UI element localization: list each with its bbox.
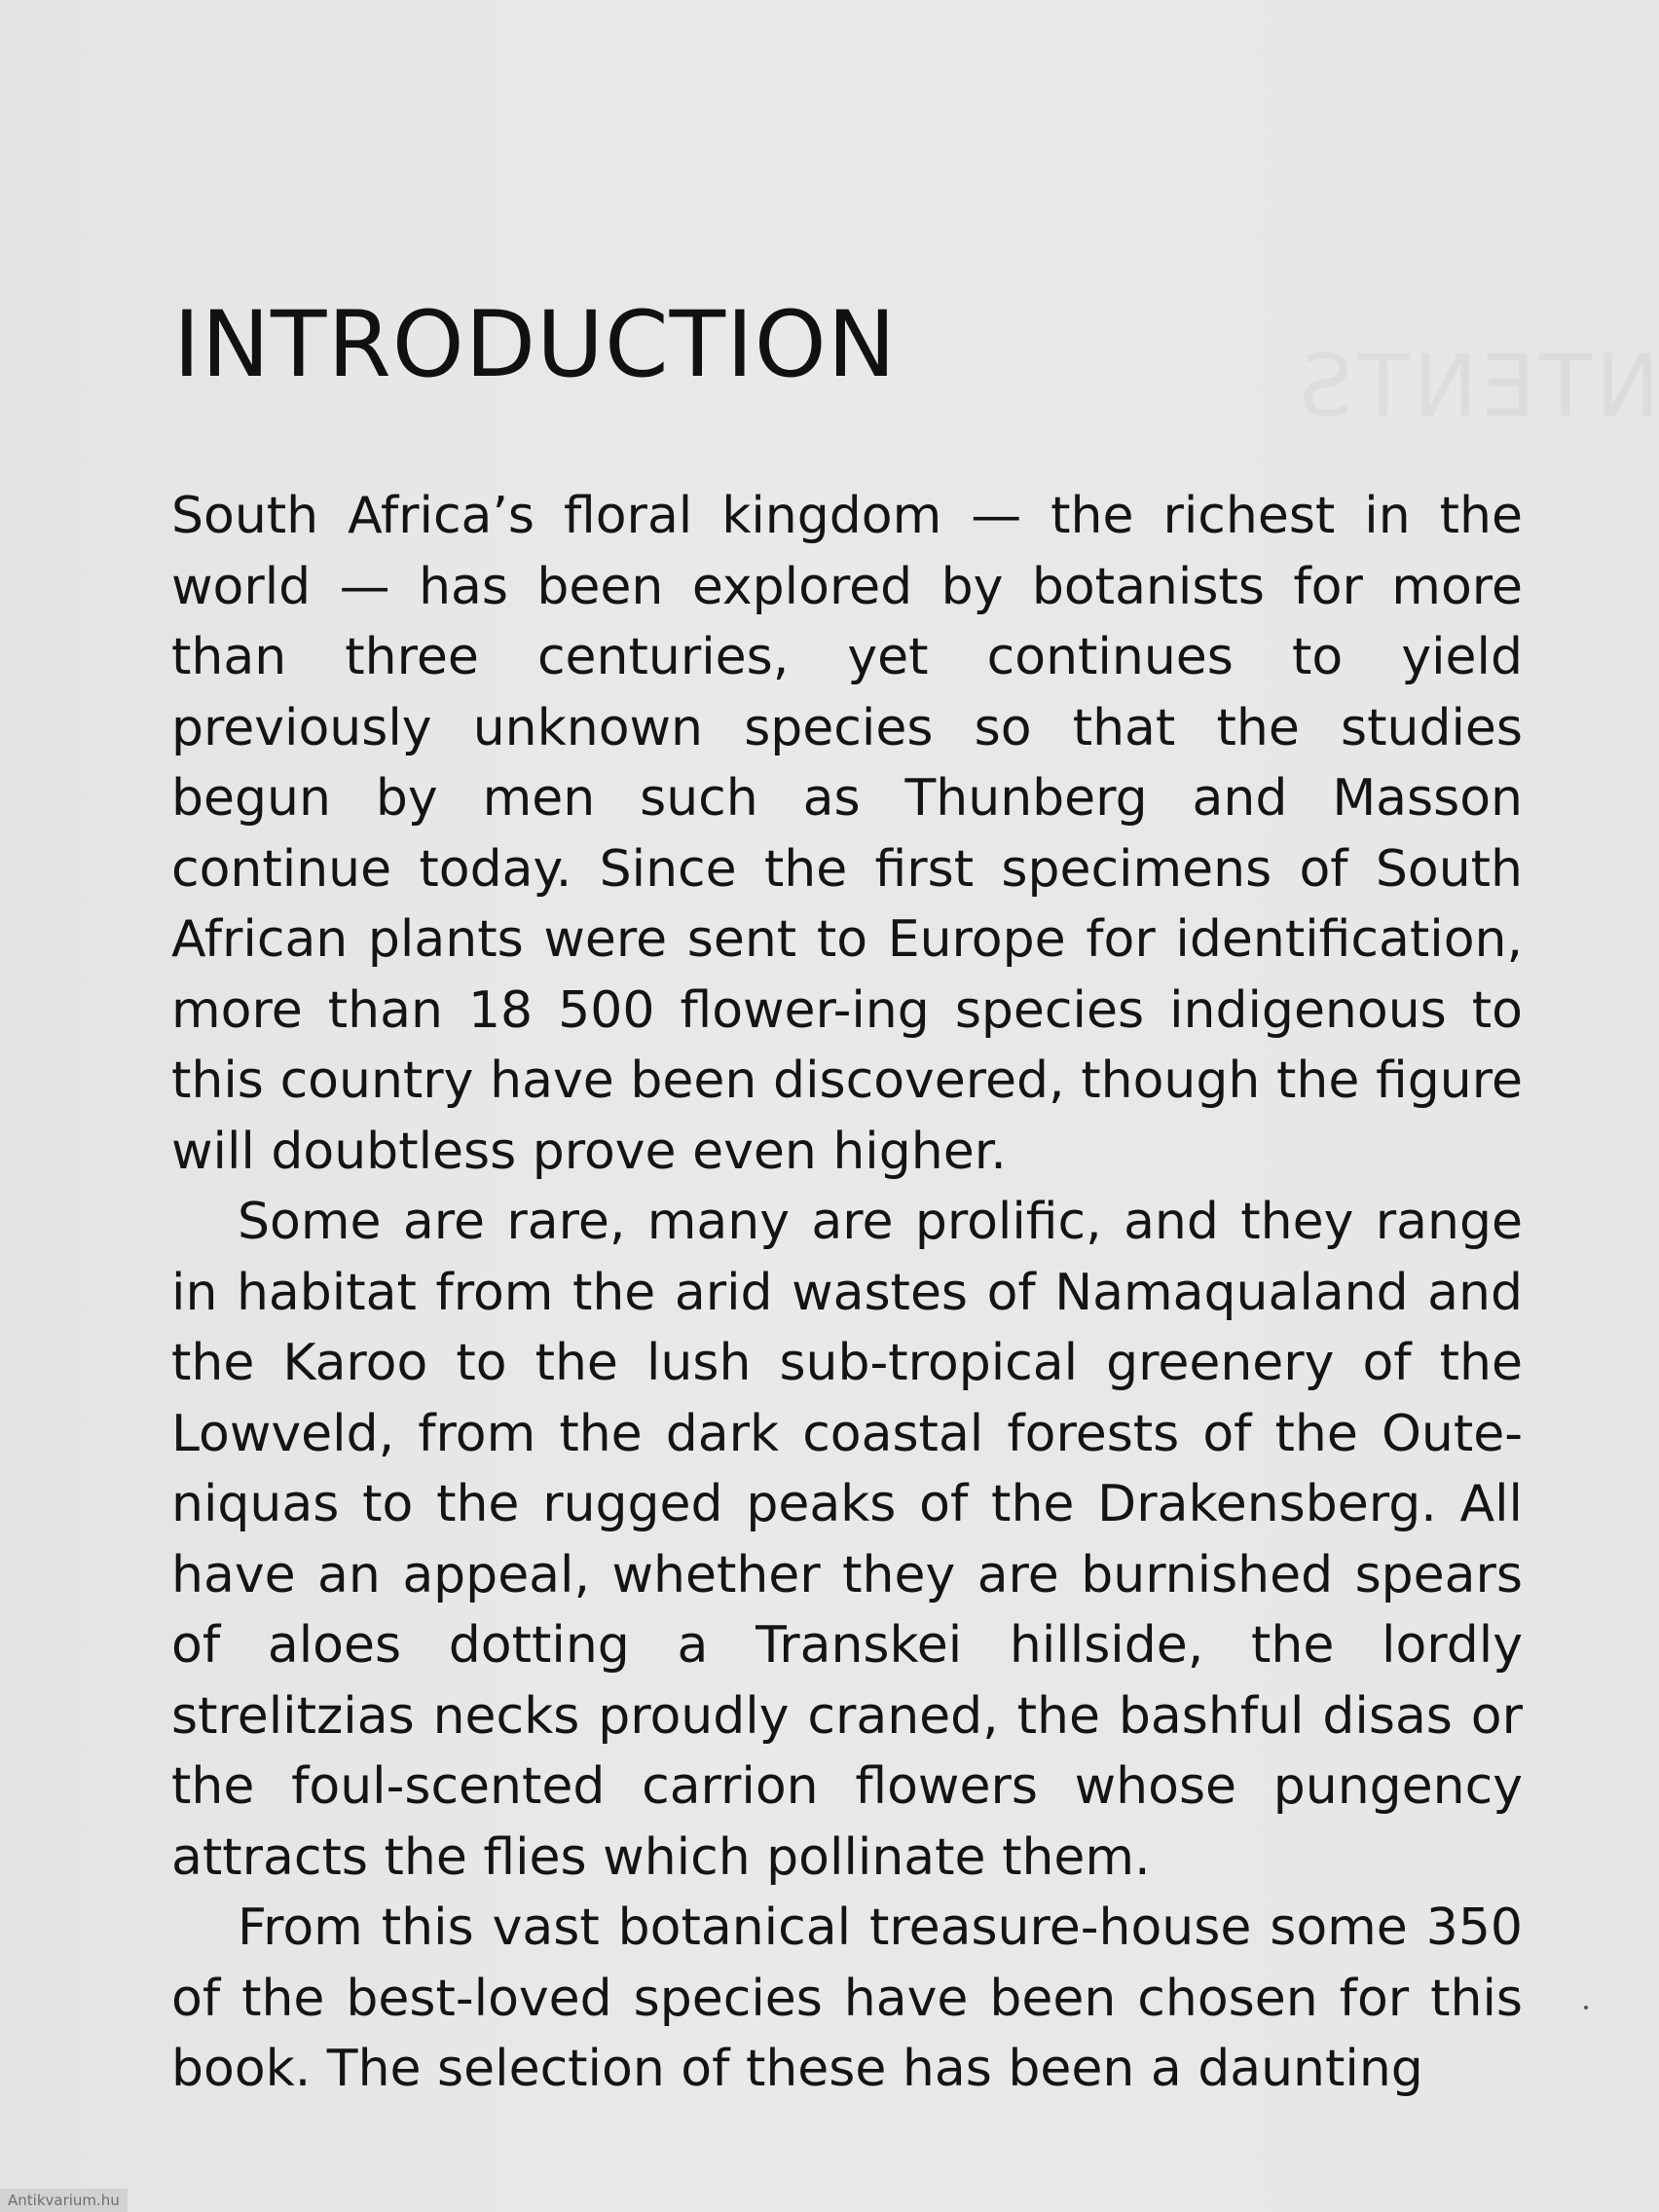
page-title: INTRODUCTION: [173, 292, 898, 398]
watermark-label: Antikvarium.hu: [0, 2189, 128, 2212]
paragraph-1: South Africa’s floral kingdom — the richest in the world — has been explored by botanists for more than three centuries, yet continues to yield previously unknown species so that the studies begun by men such as Thunberg and Masson continue today. Since the first specimens of South African plants were sent to Europe for identification, more than 18 500 flower-ing species indigenous to this country have been discovered, though the figure will doubtless prove even higher.: [171, 487, 1523, 1181]
print-speck: [1584, 2006, 1588, 2009]
body-text: [171, 481, 1523, 2105]
show-through-text: [1295, 336, 1659, 436]
paragraph-3: From this vast botanical treasure-house some 350 of the best-loved species have been chosen for this book. The selection of these has been a daunting: [171, 1899, 1523, 2098]
paragraph-2: Some are rare, many are prolific, and they range in habitat from the arid wastes of Namaqualand and the Karoo to the lush sub-tropical greenery of the Lowveld, from the dark coastal forests of the Oute-niquas to the rugged peaks of the Drakensberg. All have an appeal, whether they are burnished spears of aloes dotting a Transkei hillside, the lordly strelitzias necks proudly craned, the bashful disas or the foul-scented carrion flowers whose pungency attracts the flies which pollinate them.: [171, 1193, 1523, 1887]
